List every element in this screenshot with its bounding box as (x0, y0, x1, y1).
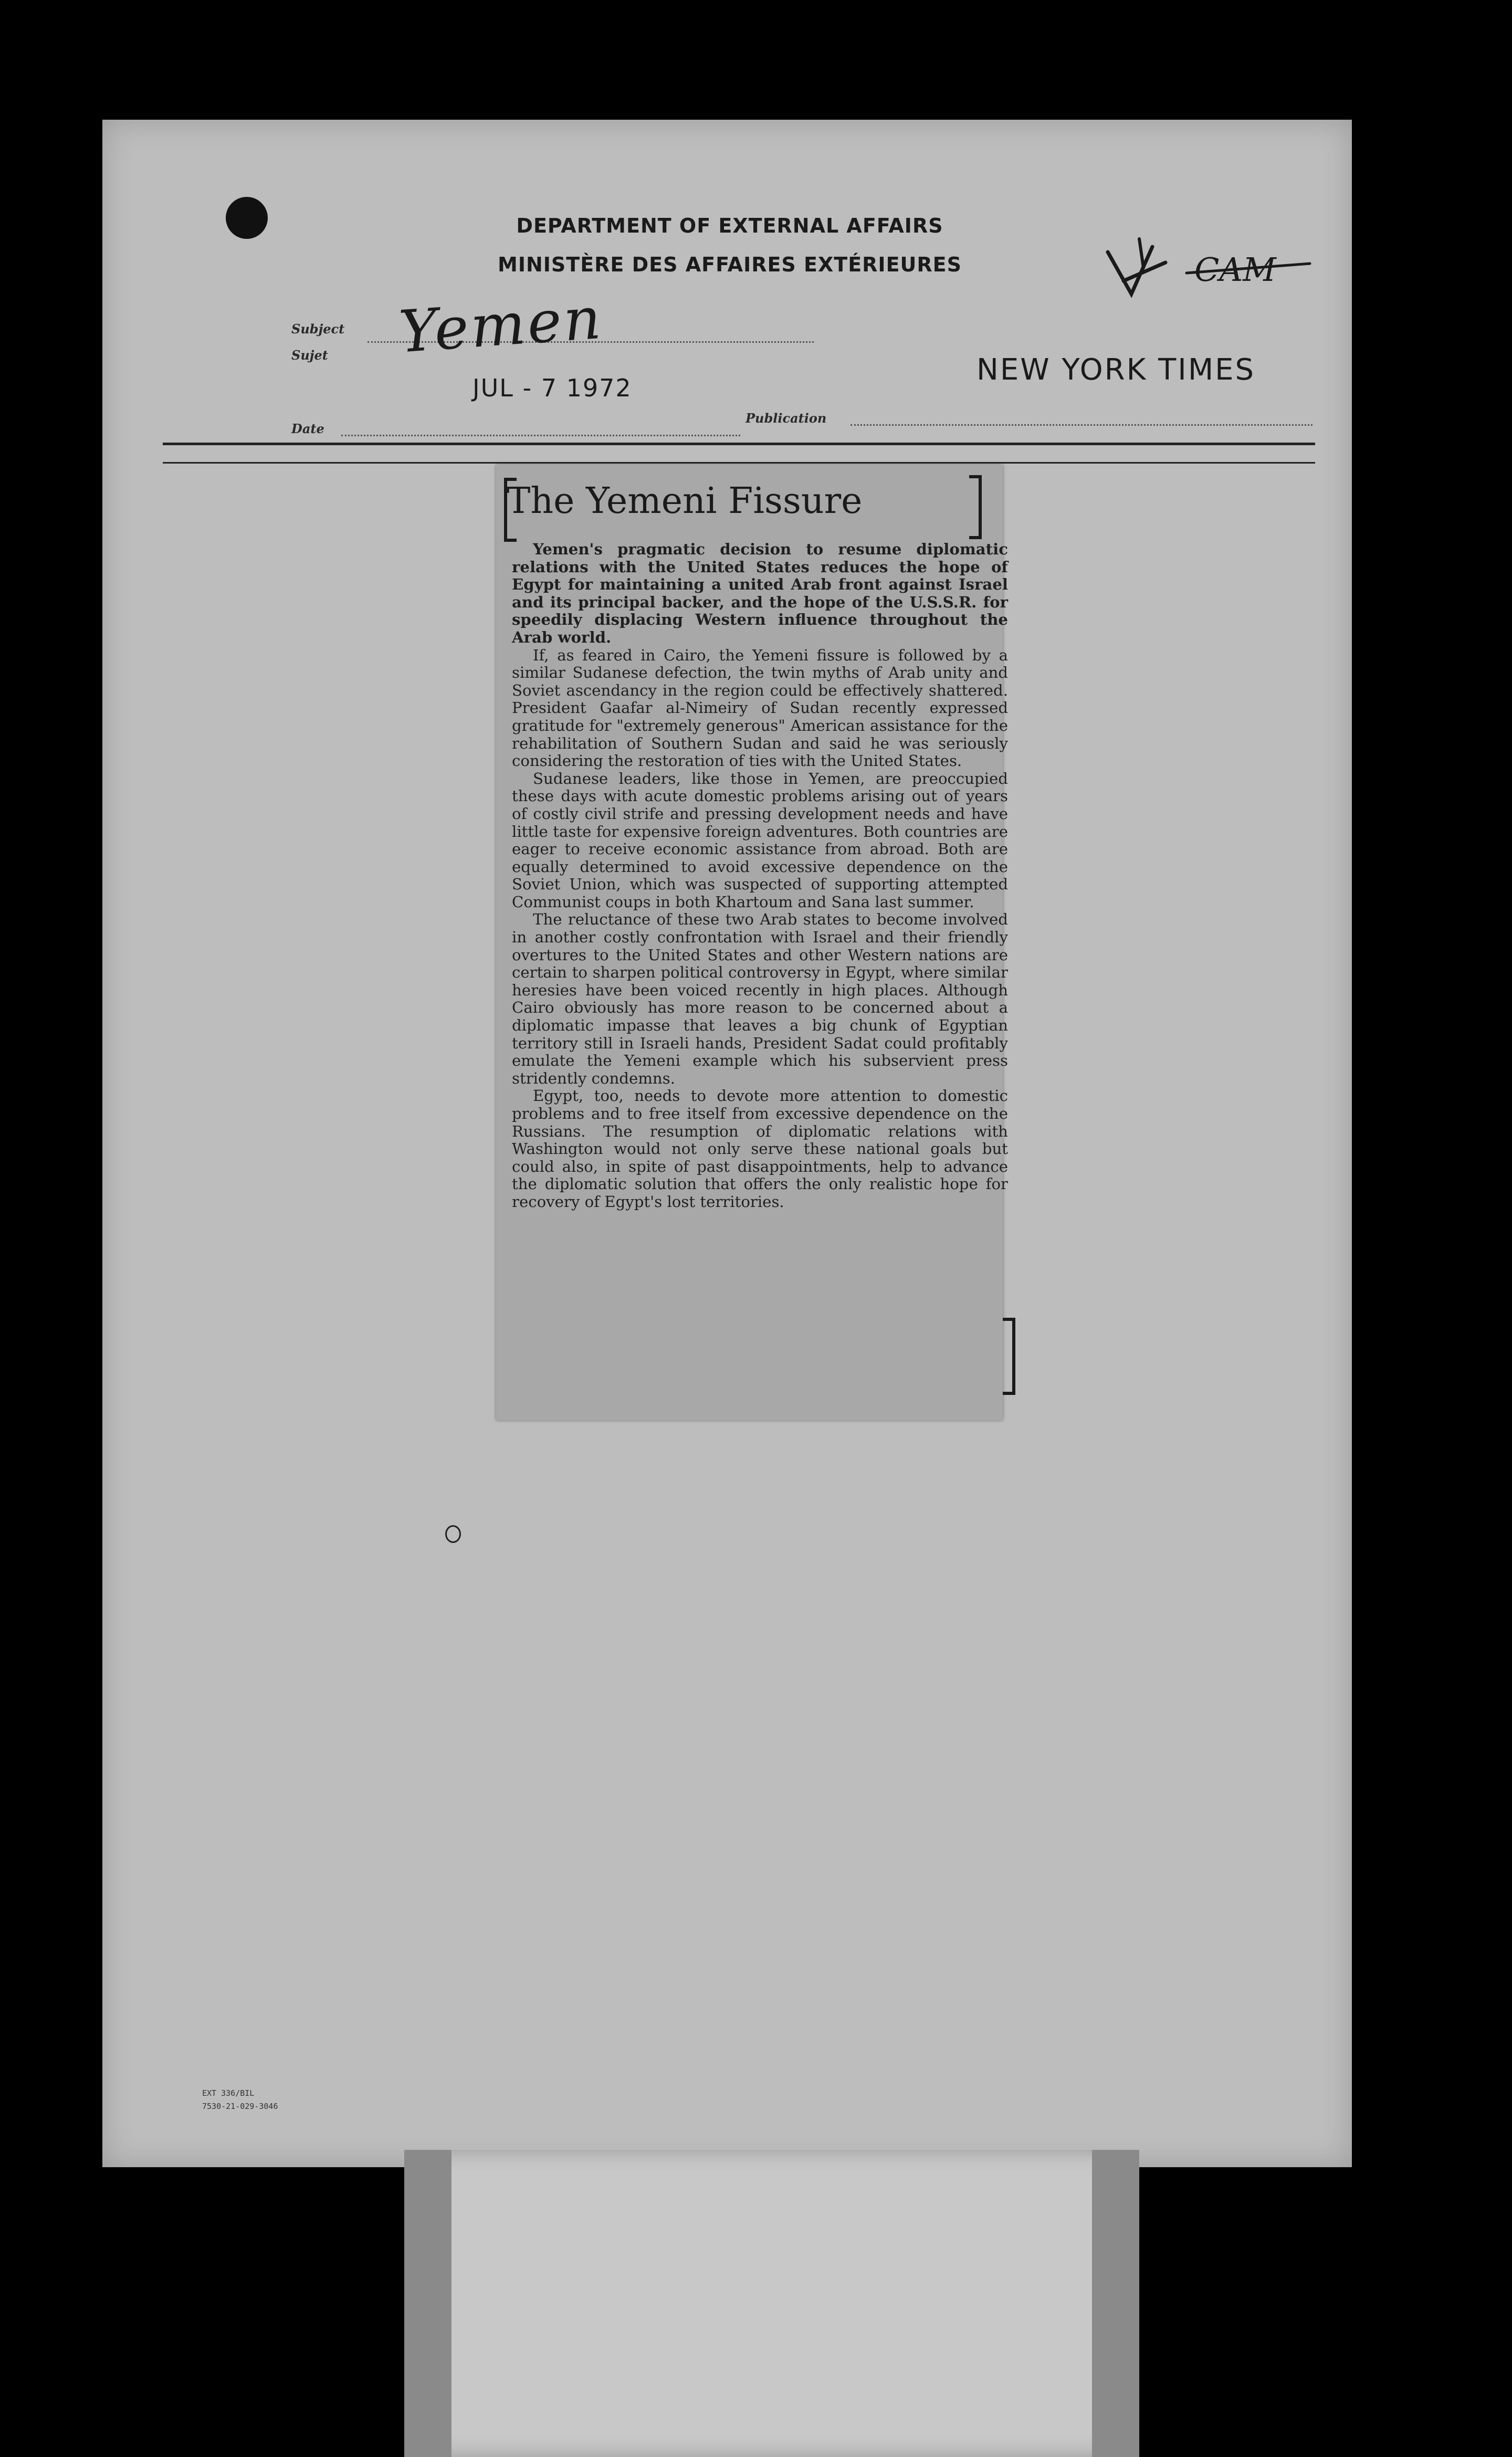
header-rule-thin (163, 462, 1315, 464)
publication-value: NEW YORK TIMES (976, 353, 1256, 387)
publication-label: Publication (746, 411, 827, 426)
initials-mark: CAM (1194, 250, 1276, 289)
subject-label: Subject (291, 321, 345, 337)
clipping-body (512, 541, 1008, 1211)
department-name-en: DEPARTMENT OF EXTERNAL AFFAIRS (516, 214, 943, 237)
stray-mark (445, 1525, 461, 1543)
clipping-paragraph: Yemen's pragmatic decision to resume diplomatic relations with the United States reduces the hope of Egypt for maintaining a united Arab front against Israel and its principal backer, and the hope of the U.S.S.R. for speedily displacing Western influence throughout the Arab world. (512, 540, 1008, 646)
sujet-label: Sujet (291, 348, 328, 363)
clipping-bracket-bottom-right (1003, 1318, 1015, 1395)
date-stamp: JUL - 7 1972 (472, 374, 632, 402)
date-dotted-line (341, 435, 740, 436)
handwritten-initials (1102, 231, 1323, 310)
publication-dotted-line (850, 424, 1312, 426)
clipping-paragraph: If, as feared in Cairo, the Yemeni fissure is followed by a similar Sudanese defection, the twin myths of Arab unity and Soviet ascendancy in the region could be effectively shattered. President Gaafar al-Nimeiry of Sudan recently expressed gratitude for "extremely generous" American assistance for the rehabilitation of Southern Sudan and said he was seriously considering the restoration of ties with the United States. (512, 646, 1008, 770)
date-label: Date (291, 421, 324, 436)
tab-edge-right (1092, 2150, 1139, 2457)
lower-paper-tab (404, 2150, 1139, 2457)
form-code-line-2: 7530-21-029-3046 (202, 2102, 278, 2111)
clipping-paragraph: The reluctance of these two Arab states to become involved in another costly confrontation with Israel and their friendly overtures to the United States and other Western nations are certain to sharpen political controversy in Egypt, where similar heresies have been voiced recently in high places. Although Cairo obviously has more reason to be concerned about a diplomatic impasse that leaves a big chunk of Egyptian territory still in Israeli hands, President Sadat could profitably emulate the Yemeni example which his subservient press stridently condemns. (512, 910, 1008, 1087)
punch-hole (226, 197, 268, 239)
header-rule-thick (163, 443, 1315, 445)
form-code-line-1: EXT 336/BIL (202, 2088, 255, 2098)
tab-edge-left (404, 2150, 452, 2457)
clipping-title: The Yemeni Fissure (507, 480, 863, 522)
clipping-paragraph: Sudanese leaders, like those in Yemen, are preoccupied these days with acute domestic problems arising out of years of costly civil strife and pressing development needs and have little taste for expensive foreign adventures. Both countries are eager to receive economic assistance from abroad. Both are equally determined to avoid excessive dependence on the Soviet Union, which was suspected of supporting attempted Communist coups in both Khartoum and Sana last summer. (512, 769, 1008, 911)
department-name-fr: MINISTÈRE DES AFFAIRES EXTÉRIEURES (498, 253, 962, 276)
subject-handwritten-value: Yemen (397, 284, 605, 366)
clipping-paragraph: Egypt, too, needs to devote more attention to domestic problems and to free itself from excessive dependence on the Russians. The resumption of diplomatic relations with Washington would not only serve these national goals but could also, in spite of past disappointments, help to advance the diplomatic solution that offers the only realistic hope for recovery of Egypt's lost territories. (512, 1087, 1008, 1211)
